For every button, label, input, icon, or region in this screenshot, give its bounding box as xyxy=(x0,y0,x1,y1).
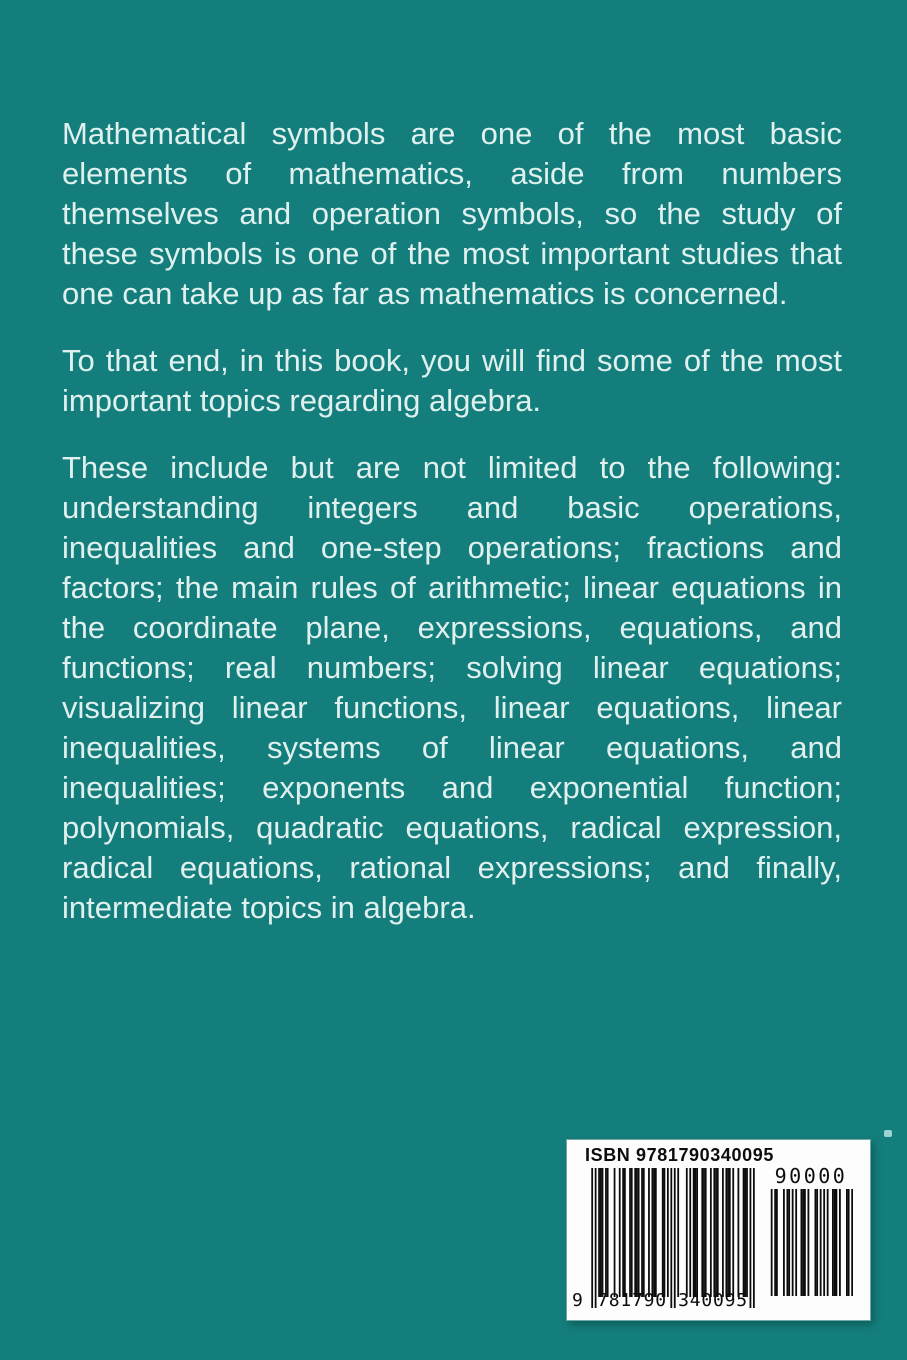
isbn-number-label: ISBN 9781790340095 xyxy=(585,1145,774,1165)
ean13-digit-lead: 9 xyxy=(572,1290,583,1311)
blurb-paragraph-1: Mathematical symbols are one of the most basic elements of mathematics, aside from numbers themselves and operation symbols, so the study of these symbols is one of the most important studies that one can take up as far as mathematics is concerned. xyxy=(62,116,842,311)
dust-speck xyxy=(884,1130,892,1137)
back-cover-blurb xyxy=(62,114,842,928)
ean5-supplement-label: 90000 xyxy=(774,1164,848,1188)
ean13-digit-group-2: 340095 xyxy=(678,1290,748,1311)
blurb-paragraph-3: These include but are not limited to the following: understanding integers and basic operations, inequalities and one-step operations; fractions and factors; the main rules of arithmetic; linear equations in the coordinate plane, expressions, equations, and functions; real numbers; solving linear equations; visualizing linear functions, linear equations, linear inequalities, systems of linear equations, and inequalities; exponents and exponential function; polynomials, quadratic equations, radical expression, radical equations, rational expressions; and finally, intermediate topics in algebra. xyxy=(62,450,842,925)
ean5-supplement-barcode-icon xyxy=(769,1189,853,1296)
isbn-barcode-panel xyxy=(566,1139,871,1321)
ean13-barcode-icon xyxy=(591,1168,755,1308)
blurb-paragraph-2: To that end, in this book, you will find some of the most important topics regarding algebra. xyxy=(62,343,842,418)
ean13-digit-group-1: 781790 xyxy=(597,1290,667,1311)
